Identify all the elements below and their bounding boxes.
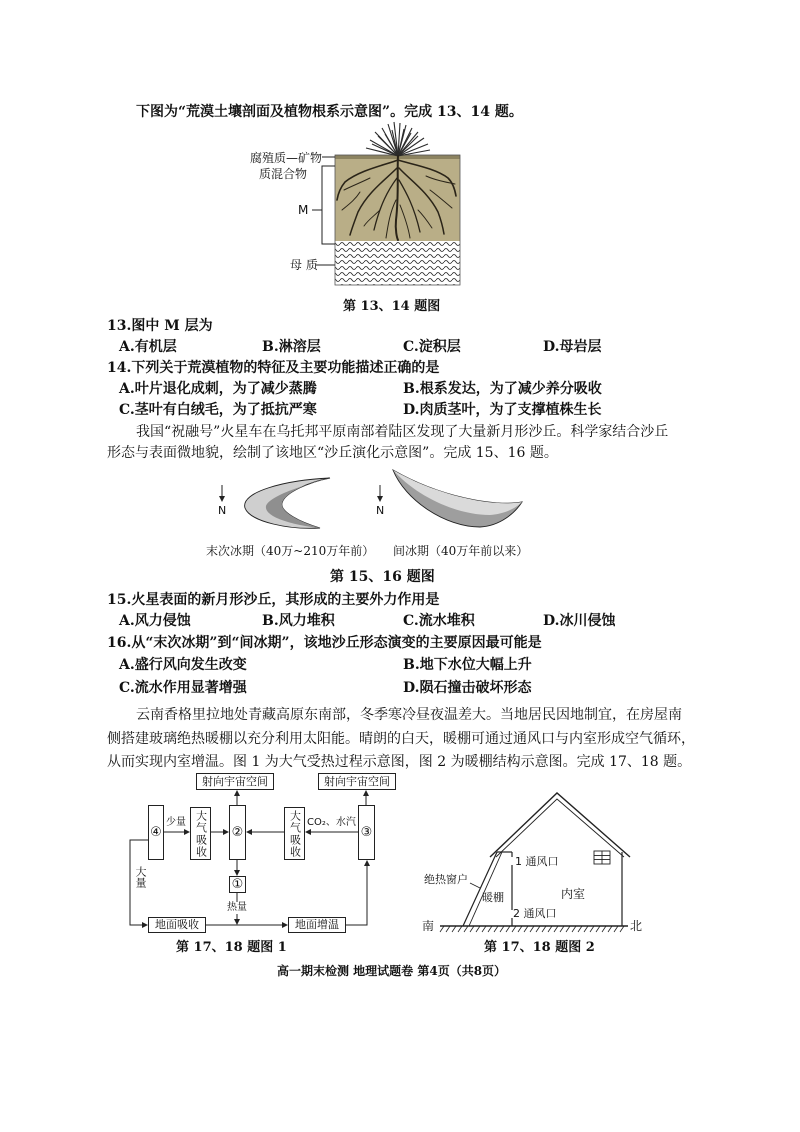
intro-15-16-line-2: 形态与表面微地貌，绘制了该地区“沙丘演化示意图”。完成 15、16 题。	[107, 445, 558, 461]
house-roof	[490, 793, 630, 857]
node-1: ①	[229, 876, 246, 893]
q14-option-d: D.肉质茎叶，为了支撑植株生长	[403, 402, 602, 418]
q16-option-d: D.陨石撞击破坏形态	[403, 680, 532, 696]
dune-last-glacial	[245, 478, 330, 528]
desert-shrub	[366, 122, 430, 156]
q13-option-b: B.淋溶层	[262, 339, 321, 355]
figure-caption-17-18-1: 第 17、18 题图 1	[176, 940, 287, 955]
q15-option-c: C.流水堆积	[403, 613, 475, 629]
q14-option-c: C.茎叶有白绒毛，为了抵抗严寒	[119, 402, 317, 418]
question-16-stem: 16.从“末次冰期”到“间冰期”，该地沙丘形态演变的主要原因最可能是	[107, 635, 542, 651]
node-2: ②	[229, 805, 246, 860]
atmosphere-absorb-left: 大气吸收	[190, 807, 211, 860]
space-box-left: 射向宇宙空间	[196, 773, 274, 790]
arrow-warm-to-3	[346, 861, 367, 925]
label-vent-2: 2 通风口	[513, 907, 557, 920]
figure-caption-13-14: 第 13、14 题图	[343, 299, 441, 314]
north-label-right: N	[376, 504, 385, 517]
q15-option-a: A.风力侵蚀	[119, 613, 191, 629]
node-4: ④	[148, 805, 164, 860]
north-arrow-left	[219, 485, 225, 502]
page-footer: 高一期末检测 地理试题卷 第4页（共8页）	[277, 964, 507, 978]
question-15-stem: 15.火星表面的新月形沙丘，其形成的主要外力作用是	[107, 592, 440, 608]
ground-absorb-box: 地面吸收	[148, 917, 206, 933]
label-mixture: 质混合物	[259, 167, 308, 181]
q16-option-c: C.流水作用显著增强	[119, 680, 247, 696]
intro-15-16-line-1: 我国“祝融号”火星车在乌托邦平原南部着陆区发现了大量新月形沙丘。科学家结合沙丘	[136, 424, 669, 440]
figure-caption-15-16: 第 15、16 题图	[330, 569, 435, 585]
soil-profile-figure	[300, 120, 470, 290]
label-parent-material: 母 质	[290, 258, 318, 272]
dune-caption-last-glacial: 末次冰期（40万~210万年前）	[206, 544, 375, 558]
north-arrow-right	[377, 485, 383, 502]
house-roof-inner	[496, 799, 624, 857]
label-m-layer: M	[298, 203, 309, 217]
q14-option-a: A.叶片退化成刺，为了减少蒸腾	[119, 381, 317, 397]
label-south: 南	[422, 919, 435, 933]
intro-17-18-line-2: 侧搭建玻璃绝热暖棚以充分利用太阳能。晴朗的白天，暖棚可通过通风口与内室形成空气循环，	[107, 731, 695, 747]
dune-interglacial	[393, 470, 522, 527]
q15-option-d: D.冰川侵蚀	[543, 613, 616, 629]
label-north: 北	[630, 919, 643, 933]
intro-13-14: 下图为“荒漠土壤剖面及植物根系示意图”。完成 13、14 题。	[136, 104, 523, 120]
label-inner-room: 内室	[561, 887, 586, 901]
label-vent-1: 1 通风口	[515, 855, 559, 868]
question-14-stem: 14.下列关于荒漠植物的特征及主要功能描述正确的是	[107, 360, 440, 376]
intro-17-18-line-3: 从而实现内室增温。图 1 为大气受热过程示意图，图 2 为暖棚结构示意图。完成 17、18 题。	[107, 754, 692, 770]
ground-warm-box: 地面增温	[288, 917, 346, 933]
label-insulated-window: 绝热窗户	[424, 873, 468, 886]
intro-17-18-line-1: 云南香格里拉地处青藏高原东南部，冬季寒冷昼夜温差大。当地居民因地制宜，在房屋南	[136, 707, 682, 723]
label-greenhouse: 暖棚	[482, 891, 504, 904]
atmosphere-absorb-right: 大气吸收	[284, 807, 305, 860]
q13-option-c: C.淀积层	[403, 339, 461, 355]
q15-option-b: B.风力堆积	[262, 613, 335, 629]
dune-caption-interglacial: 间冰期（40万年前以来）	[393, 544, 529, 558]
greenhouse-glass-inner	[469, 852, 502, 926]
q16-option-a: A.盛行风向发生改变	[119, 657, 247, 673]
ground-hatching	[440, 926, 624, 932]
node-3: ③	[358, 805, 375, 860]
label-brackets	[312, 157, 335, 265]
label-large-amount: 大量	[134, 866, 147, 888]
dune-evolution-figure	[200, 465, 540, 540]
label-humus-mineral: 腐殖质—矿物	[250, 151, 323, 165]
q16-option-b: B.地下水位大幅上升	[403, 657, 532, 673]
window-pointer	[470, 883, 480, 888]
label-heat: 热量	[227, 902, 247, 913]
q13-option-d: D.母岩层	[543, 339, 602, 355]
greenhouse-glass-outer	[463, 852, 497, 926]
label-co2-water-vapor: CO₂、水汽	[307, 817, 356, 828]
question-13-stem: 13.图中 M 层为	[107, 318, 213, 334]
q14-option-b: B.根系发达，为了减少养分吸收	[403, 381, 602, 397]
q13-option-a: A.有机层	[119, 339, 177, 355]
north-label-left: N	[218, 504, 227, 517]
figure-caption-17-18-2: 第 17、18 题图 2	[484, 940, 595, 955]
space-box-right: 射向宇宙空间	[318, 773, 396, 790]
parent-material-layer	[335, 241, 460, 285]
north-window-icon	[594, 851, 610, 864]
label-small-amount: 少量	[166, 817, 186, 828]
